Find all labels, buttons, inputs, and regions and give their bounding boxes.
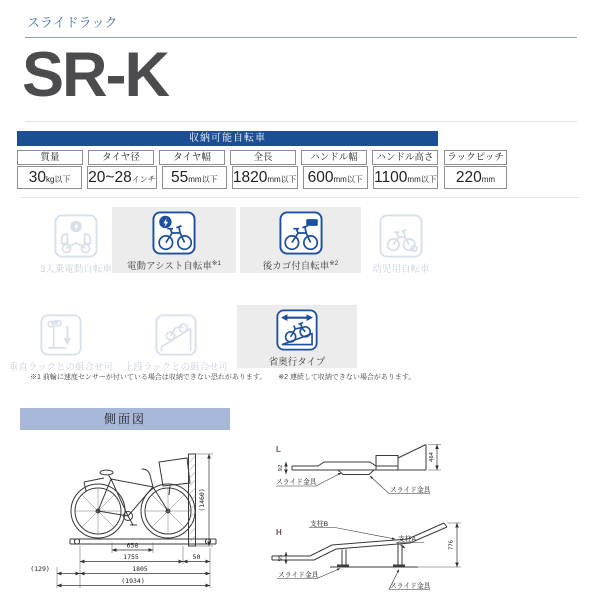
spec-label-bar-width: ハンドル幅 <box>301 150 367 165</box>
spec-table-group-header: 収納可能自転車 <box>17 131 438 146</box>
shallow-depth-type-icon <box>276 309 318 351</box>
spec-value-bar-width: 600mm以下 <box>303 166 368 189</box>
compat-item-shallow-depth <box>237 305 357 368</box>
category-label: スライドラック <box>27 15 118 30</box>
footnote-2: ※2 連続して収納できない場合があります。 <box>278 374 416 381</box>
type-l-fitting-right-label: スライド金具 <box>390 487 431 494</box>
compat-label: 後カゴ付自転車$^{※2}$ <box>262 259 339 272</box>
electric-assist-bike-icon <box>152 211 196 255</box>
footnotes <box>30 372 415 382</box>
type-h-left-dim: 95 <box>278 554 284 562</box>
dim-overall-height: (1460) <box>198 488 206 512</box>
rear-basket-bike-icon <box>279 211 323 255</box>
compat-label: 電動アシスト自転車$^{※1}$ <box>127 259 221 272</box>
type-l-letter: L <box>276 445 281 454</box>
spec-value-bar-height: 1100mm以下 <box>373 166 438 189</box>
bicycle-drawing <box>70 454 216 546</box>
header-divider <box>25 37 577 38</box>
child-bike-icon <box>379 214 423 258</box>
spec-table-label-row <box>17 150 438 165</box>
dim-1755: 1755 <box>123 553 139 561</box>
type-l-height-dim: 464 <box>429 452 435 462</box>
type-h-height-dim: 776 <box>448 540 455 550</box>
dim-1934: (1934) <box>121 577 145 585</box>
type-h-letter: H <box>276 528 282 537</box>
compat-label: 幼児用自転車 <box>372 264 430 275</box>
type-l-fitting-left-label: スライド金具 <box>276 479 317 486</box>
upper-rack-combo-icon <box>155 314 197 356</box>
vertical-rack-combo-icon <box>40 314 82 356</box>
spec-value-length: 1820mm以下 <box>232 166 298 189</box>
type-h-post-b-label: 支柱B <box>310 521 329 528</box>
spec-label-tire-width: タイヤ幅 <box>159 150 225 165</box>
bicycle-dimensions <box>30 454 213 588</box>
type-l-profile <box>276 445 441 495</box>
compat-label: 3人乗電動自転車 <box>40 264 112 275</box>
spec-value-tire-dia: 20~28インチ <box>87 166 157 189</box>
spec-value-mass: 30kg以下 <box>17 166 82 189</box>
dim-658: 658 <box>126 541 139 550</box>
title-divider <box>25 121 577 122</box>
product-title: SR-K <box>22 40 168 110</box>
spec-value-tire-width: 55mm以下 <box>162 166 227 189</box>
spec-label-mass: 質量 <box>17 150 83 165</box>
table-divider <box>20 197 580 198</box>
compat-item-electric-assist <box>112 207 236 273</box>
footnote-1: ※1 前輪に速度センサーが付いている場合は収納できない恐れがあります。 <box>30 374 267 381</box>
spec-value-rack-pitch: 220mm <box>444 166 507 189</box>
side-view-section-header: 側面図 <box>20 408 230 430</box>
type-h-profile <box>272 519 461 590</box>
compat-item-child-bike <box>346 210 456 275</box>
three-seat-ebike-icon <box>54 214 98 258</box>
spec-label-rack-pitch: ラックピッチ <box>444 150 507 165</box>
compat-label: 垂直ラックとの組合せ可 <box>8 362 114 373</box>
type-h-post-a-label: 支柱A <box>398 536 417 543</box>
compat-item-upper-rack-combo <box>120 310 232 373</box>
spec-label-length: 全長 <box>230 150 296 165</box>
dim-129: (129) <box>30 565 50 573</box>
dim-1805: 1805 <box>132 565 148 573</box>
compat-item-vertical-rack-combo <box>5 310 117 373</box>
type-l-left-dim: 92 <box>278 464 284 472</box>
type-h-fitting-right-label: スライド金具 <box>390 583 431 590</box>
spec-label-bar-height: ハンドル高さ <box>372 150 438 165</box>
dim-50: 50 <box>192 553 201 561</box>
spec-table-value-row <box>17 166 438 189</box>
side-view-diagram <box>20 436 580 598</box>
compat-label: 省奥行タイプ <box>268 357 326 368</box>
type-h-fitting-left-label: スライド金具 <box>278 572 319 579</box>
spec-label-tire-dia: タイヤ径 <box>88 150 154 165</box>
compat-item-rear-basket <box>240 207 361 273</box>
compat-label: 上段ラックとの組合せ可 <box>123 362 229 373</box>
